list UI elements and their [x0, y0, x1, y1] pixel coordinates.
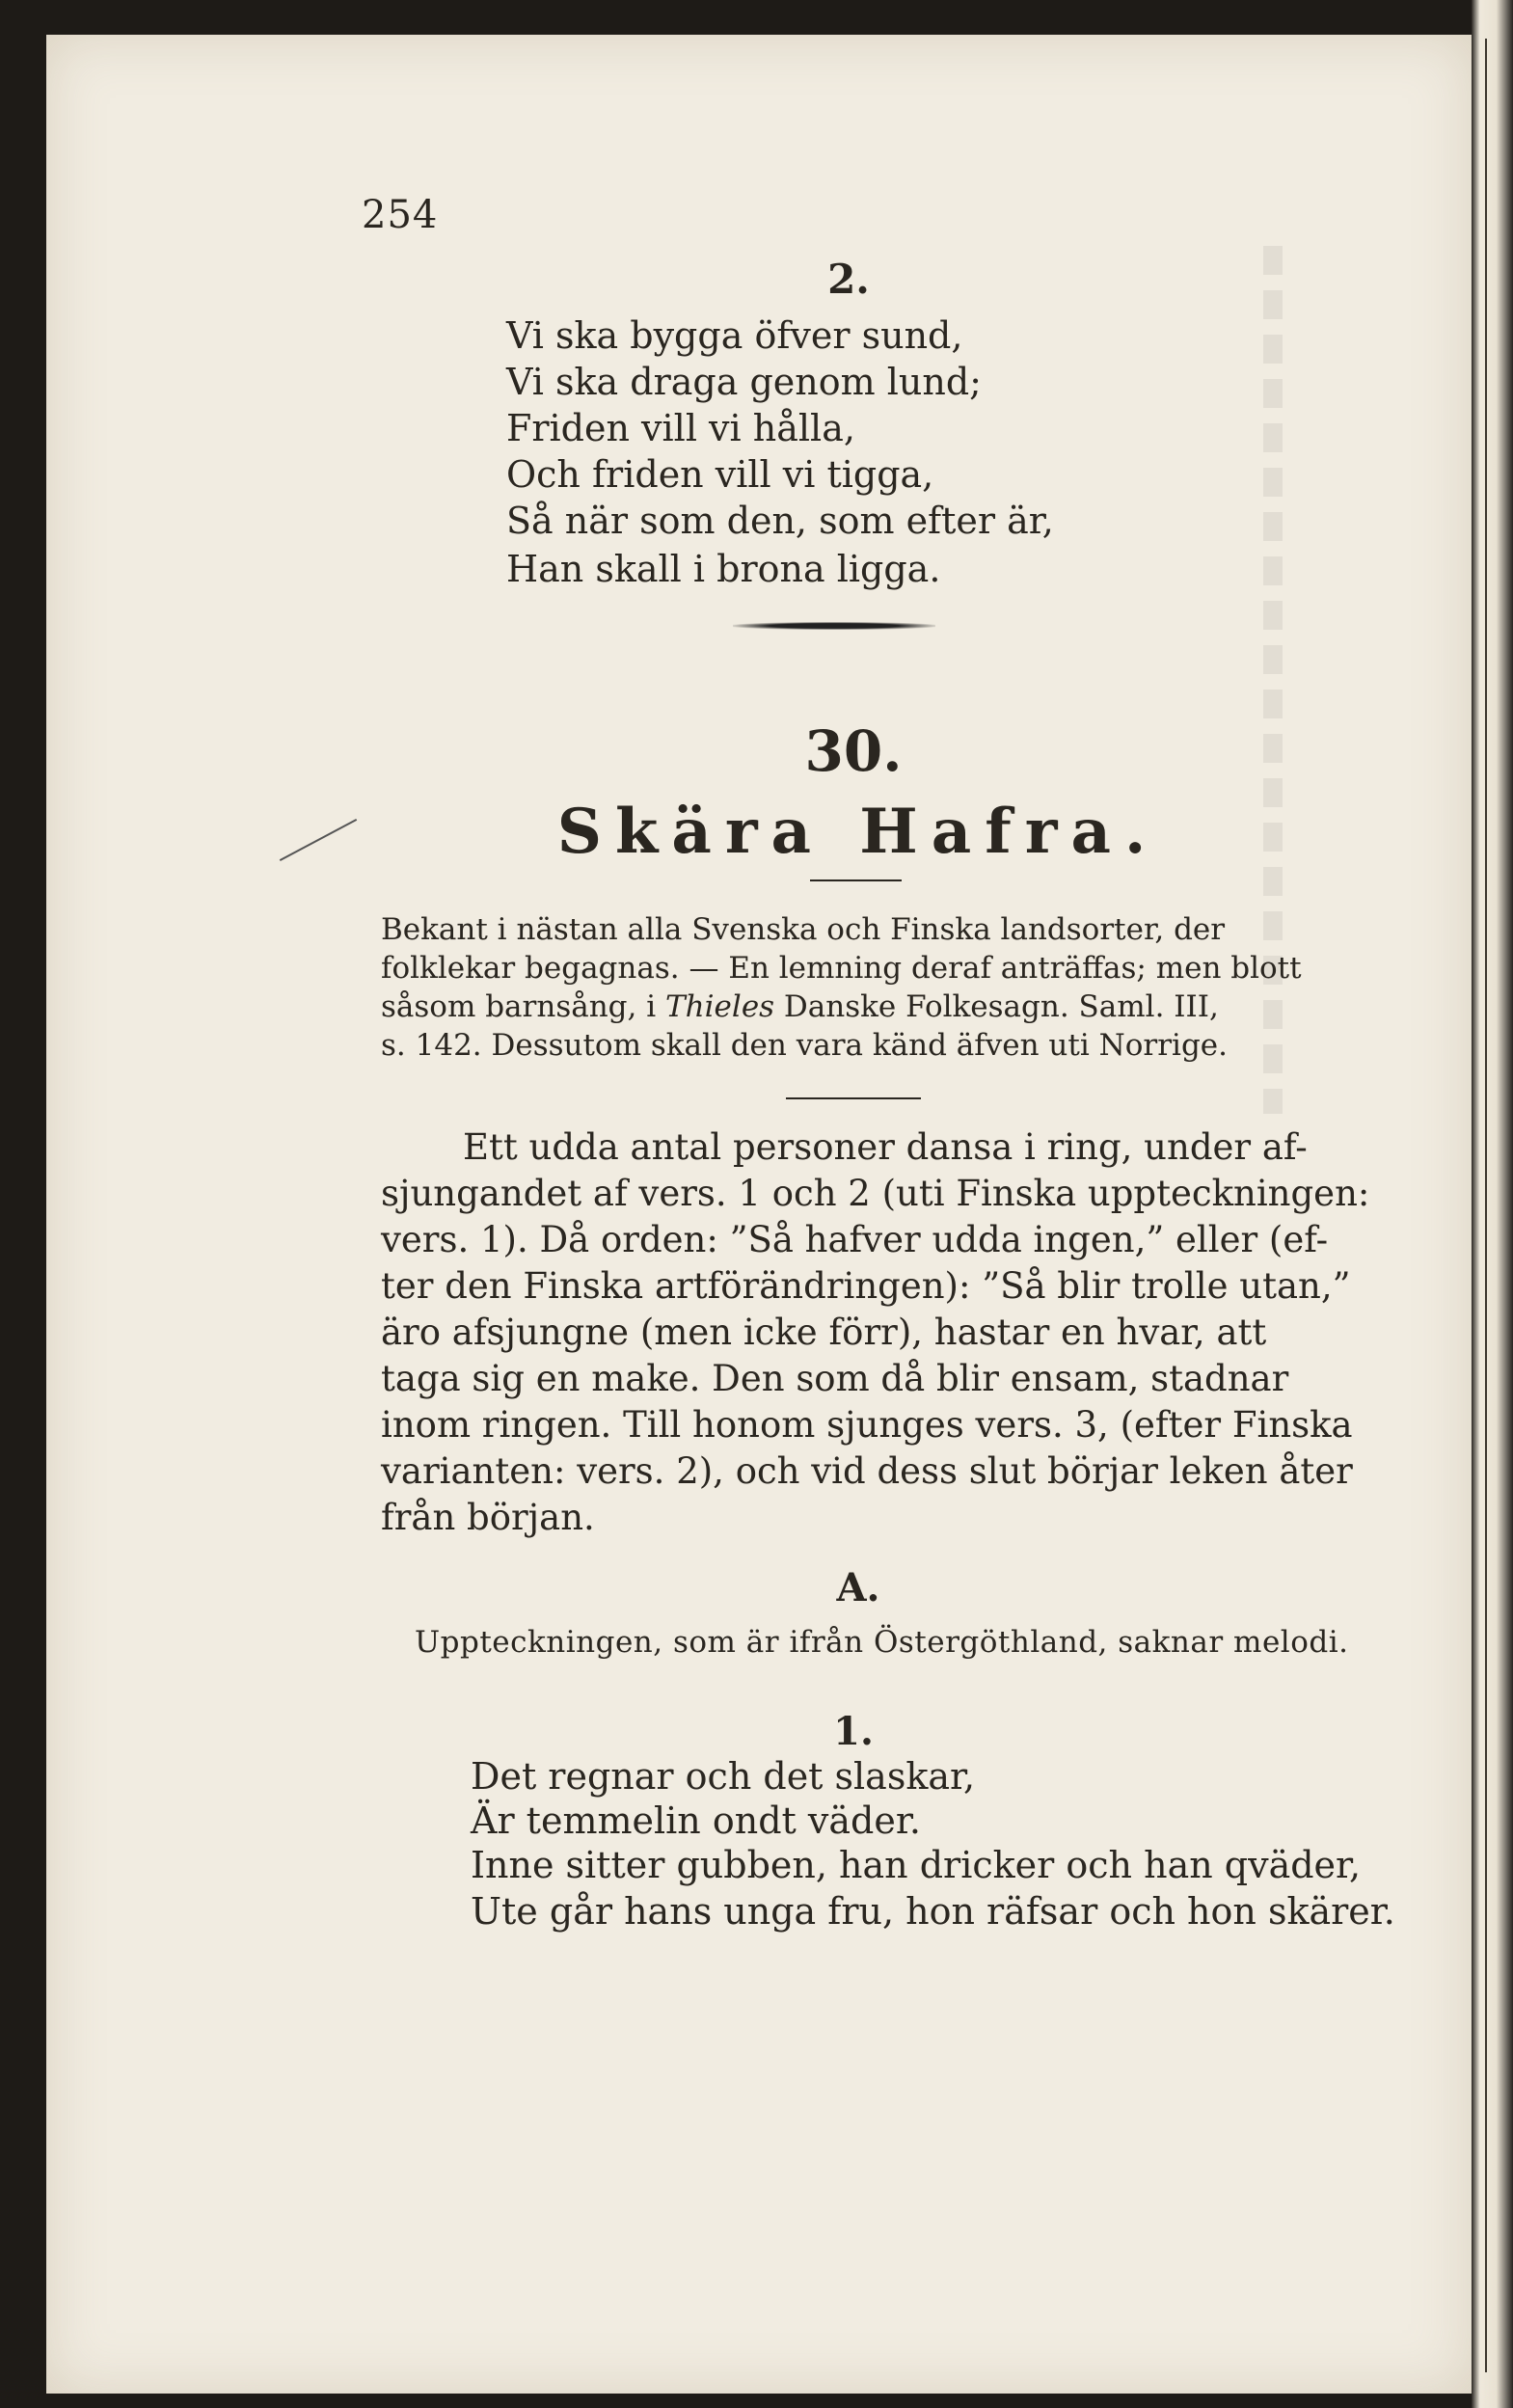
- song-title: Skära Hafra.: [556, 796, 1160, 868]
- verse-line: Är temmelin ondt väder.: [471, 1799, 921, 1842]
- body-line: äro afsjungne (men icke förr), hastar en hvar, att: [381, 1312, 1267, 1353]
- body-line: taga sig en make. Den som då blir ensam, stadnar: [381, 1358, 1289, 1399]
- verse-line: Det regnar och det slaskar,: [471, 1755, 976, 1798]
- note-line: folklekar begagnas. — En lemning deraf anträffas; men blott: [381, 951, 1302, 986]
- note-line: s. 142. Dessutom skall den vara känd äfven uti Norrige.: [381, 1028, 1229, 1063]
- note-line: såsom barnsång, i Thieles Danske Folkesagn. Saml. III,: [381, 989, 1219, 1024]
- verse-line: Friden vill vi hålla,: [506, 407, 855, 449]
- body-line: varianten: vers. 2), och vid dess slut börjar leken åter: [381, 1450, 1353, 1492]
- facing-page-edge: [1472, 0, 1513, 2408]
- verse-line: Och friden vill vi tigga,: [506, 453, 934, 496]
- body-line: sjungandet af vers. 1 och 2 (uti Finska uppteckningen:: [381, 1173, 1370, 1214]
- body-line: från början.: [381, 1497, 595, 1538]
- section-number: 2.: [827, 256, 870, 303]
- body-line: vers. 1). Då orden: ”Så hafver udda ingen,” eller (ef-: [381, 1219, 1329, 1260]
- song-number: 30.: [804, 718, 903, 784]
- verse-line: Han skall i brona ligga.: [506, 548, 941, 590]
- note-rule: [786, 1097, 921, 1099]
- author-name: Thieles: [665, 989, 775, 1024]
- body-line: Ett udda antal personer dansa i ring, under af-: [463, 1126, 1308, 1168]
- body-line: ter den Finska artförändringen): ”Så blir trolle utan,”: [381, 1265, 1351, 1307]
- verse-line: Ute går hans unga fru, hon räfsar och hon skärer.: [471, 1890, 1395, 1933]
- verse-line: Inne sitter gubben, han dricker och han qväder,: [471, 1844, 1362, 1886]
- title-rule: [810, 879, 902, 881]
- section-letter: A.: [836, 1565, 880, 1610]
- verse-line: Vi ska draga genom lund;: [506, 361, 982, 403]
- page-edge-line: [1485, 39, 1487, 2372]
- verse-line: Vi ska bygga öfver sund,: [506, 314, 963, 357]
- page-number: 254: [362, 193, 439, 237]
- note-line: Bekant i nästan alla Svenska och Finska landsorter, der: [381, 912, 1226, 947]
- section-subtitle: Uppteckningen, som är ifrån Östergöthland, saknar melodi.: [415, 1625, 1349, 1660]
- body-line: inom ringen. Till honom sjunges vers. 3, (efter Finska: [381, 1404, 1353, 1446]
- verse-line: Så när som den, som efter är,: [506, 500, 1054, 542]
- verse-number: 1.: [833, 1709, 874, 1754]
- section-divider: [733, 622, 935, 630]
